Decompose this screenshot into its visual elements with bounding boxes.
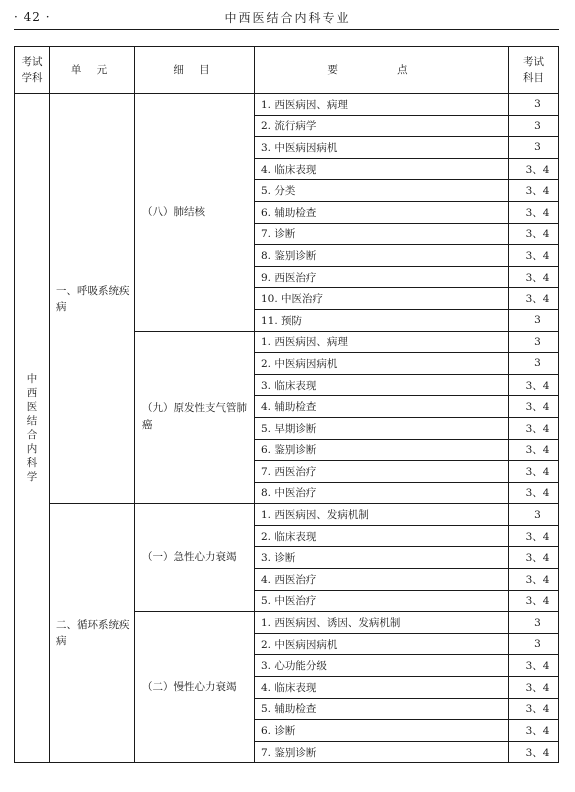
exam-subject: 3、4 [509,396,559,418]
column-header-subject: 考试学科 [15,47,50,94]
table-body [15,94,559,763]
page-number: · 42 · [14,10,51,24]
exam-subject: 3 [509,353,559,375]
exam-subject: 3、4 [509,655,559,677]
key-point: 4. 辅助检查 [255,396,509,418]
column-header-points: 要 点 [255,47,509,94]
footer-divider [14,762,559,763]
exam-subject: 3 [509,331,559,353]
key-point: 1. 西医病因、病理 [255,331,509,353]
exam-subject: 3、4 [509,698,559,720]
key-point: 2. 临床表现 [255,525,509,547]
table-row [15,504,559,526]
exam-subject: 3、4 [509,223,559,245]
exam-subject: 3、4 [509,547,559,569]
exam-subject: 3、4 [509,288,559,310]
unit-cell: 二、循环系统疾病 [50,504,135,763]
key-point: 5. 早期诊断 [255,417,509,439]
exam-subject: 3、4 [509,590,559,612]
page-title: 中西医结合内科专业 [224,11,351,25]
exam-subject: 3、4 [509,266,559,288]
exam-subject: 3 [509,137,559,159]
exam-subject: 3、4 [509,439,559,461]
exam-subject: 3 [509,309,559,331]
key-point: 5. 中医治疗 [255,590,509,612]
exam-subject: 3 [509,504,559,526]
exam-subject: 3、4 [509,461,559,483]
key-point: 4. 临床表现 [255,677,509,699]
key-point: 5. 分类 [255,180,509,202]
key-point: 1. 西医病因、病理 [255,94,509,116]
exam-subject: 3、4 [509,158,559,180]
key-point: 4. 临床表现 [255,158,509,180]
key-point: 10. 中医治疗 [255,288,509,310]
key-point: 6. 鉴别诊断 [255,439,509,461]
exam-subject: 3 [509,633,559,655]
key-point: 2. 中医病因病机 [255,353,509,375]
exam-subject: 3、4 [509,482,559,504]
key-point: 6. 辅助检查 [255,201,509,223]
key-point: 3. 心功能分级 [255,655,509,677]
exam-subject: 3、4 [509,525,559,547]
exam-subject: 3、4 [509,374,559,396]
key-point: 1. 西医病因、诱因、发病机制 [255,612,509,634]
item-cell: （九）原发性支气管肺癌 [135,331,255,504]
exam-subject: 3、4 [509,417,559,439]
item-cell: （二）慢性心力衰竭 [135,612,255,763]
key-point: 2. 中医病因病机 [255,633,509,655]
column-header-unit: 单 元 [50,47,135,94]
key-point: 1. 西医病因、发病机制 [255,504,509,526]
unit-cell: 一、呼吸系统疾病 [50,94,135,504]
key-point: 3. 临床表现 [255,374,509,396]
key-point: 7. 诊断 [255,223,509,245]
exam-subject: 3、4 [509,180,559,202]
exam-subject: 3 [509,115,559,137]
exam-subject: 3、4 [509,720,559,742]
key-point: 8. 鉴别诊断 [255,245,509,267]
key-point: 4. 西医治疗 [255,569,509,591]
column-header-item: 细 目 [135,47,255,94]
exam-subject: 3、4 [509,741,559,763]
exam-subject: 3 [509,94,559,116]
key-point: 2. 流行病学 [255,115,509,137]
key-point: 8. 中医治疗 [255,482,509,504]
exam-subject: 3、4 [509,569,559,591]
key-point: 7. 鉴别诊断 [255,741,509,763]
subject-label: 中西医结合内科学 [26,373,38,484]
column-header-exam: 考试科目 [509,47,559,94]
exam-subject: 3、4 [509,201,559,223]
exam-subject: 3 [509,612,559,634]
exam-subject: 3、4 [509,245,559,267]
item-cell: （一）急性心力衰竭 [135,504,255,612]
key-point: 11. 预防 [255,309,509,331]
exam-subject: 3、4 [509,677,559,699]
table-header-row [15,47,559,94]
key-point: 6. 诊断 [255,720,509,742]
key-point: 3. 诊断 [255,547,509,569]
header-divider [14,29,559,30]
key-point: 3. 中医病因病机 [255,137,509,159]
key-point: 5. 辅助检查 [255,698,509,720]
key-point: 7. 西医治疗 [255,461,509,483]
syllabus-table [14,46,559,763]
table-row [15,94,559,116]
key-point: 9. 西医治疗 [255,266,509,288]
subject-cell [15,94,50,763]
item-cell: （八）肺结核 [135,94,255,332]
